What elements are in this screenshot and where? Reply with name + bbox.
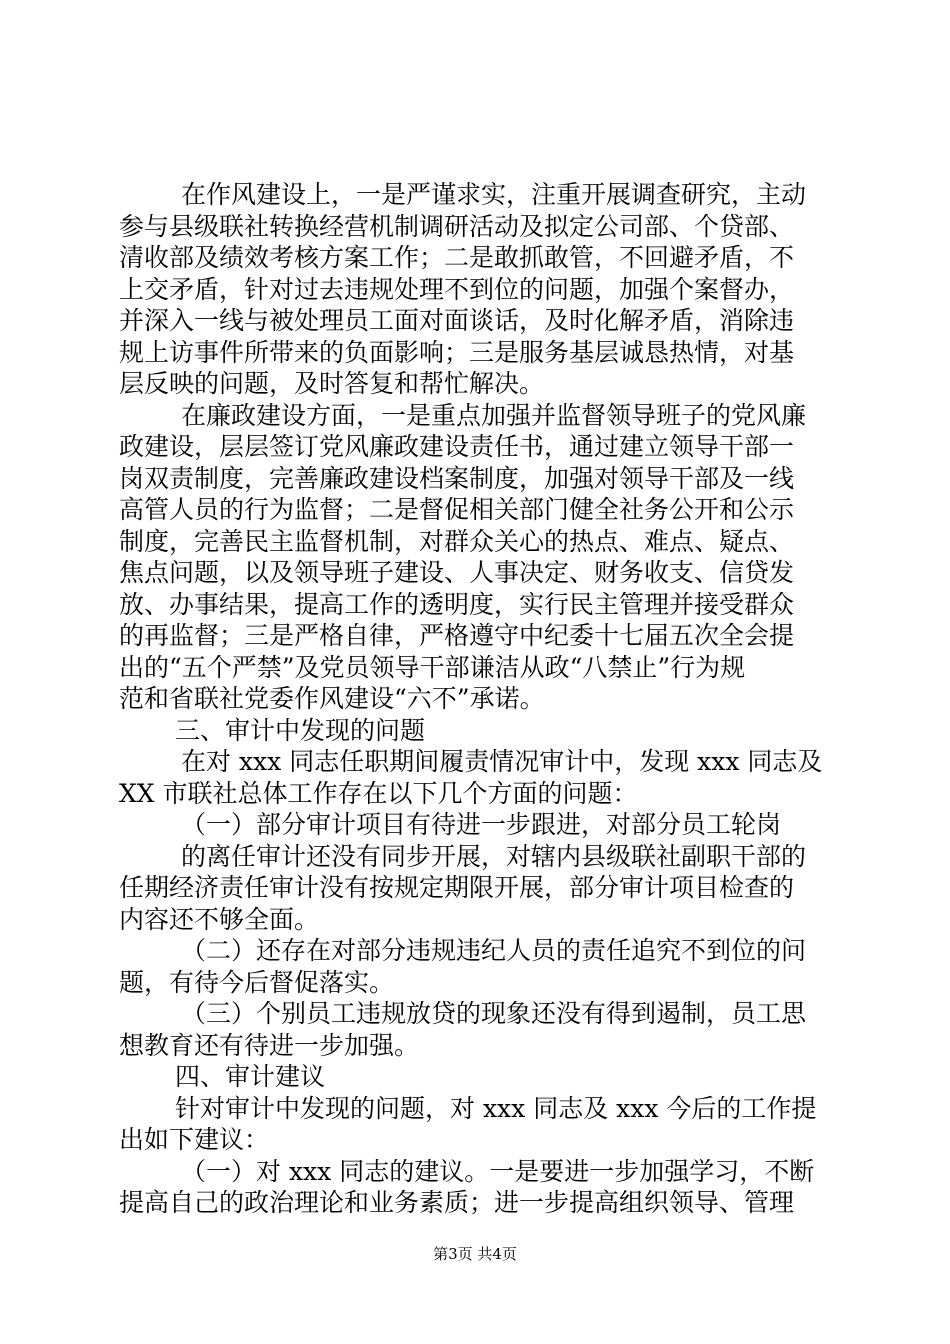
paragraph-line: 在廉政建设方面，一是重点加强并监督领导班子的党风廉 [181, 401, 807, 430]
paragraph-line: 焦点问题，以及领导班子建设、人事决定、财务收支、信贷发 [119, 558, 795, 587]
paragraph-line: 出如下建议： [119, 1125, 270, 1154]
paragraph-line: 范和省联社党委作风建设“六不”承诺。 [119, 684, 545, 713]
paragraph-line: 放、办事结果，提高工作的透明度，实行民主管理并接受群众 [119, 590, 795, 619]
paragraph-line: XX 市联社总体工作存在以下几个方面的问题： [119, 779, 638, 808]
paragraph-line: 出的“五个严禁”及党员领导干部谦洁从政“八禁止”行为规 [119, 653, 746, 682]
paragraph-line: （二）还存在对部分违规违纪人员的责任追究不到位的问 [181, 936, 807, 965]
paragraph-line: 内容还不够全面。 [119, 905, 320, 934]
paragraph-line: 的离任审计还没有同步开展，对辖内县级联社副职干部的 [181, 842, 807, 871]
paragraph-line: 提高自己的政治理论和业务素质；进一步提高组织领导、管理 [119, 1188, 795, 1217]
page-footer [0, 1244, 950, 1264]
page-number: 第3页 共4页 [433, 1245, 517, 1263]
paragraph-line: 的再监督；三是严格自律，严格遵守中纪委十七届五次全会提 [119, 621, 795, 650]
paragraph-line: 题，有待今后督促落实。 [119, 968, 395, 997]
paragraph-line: 参与县级联社转换经营机制调研活动及拟定公司部、个贷部、 [119, 212, 795, 241]
paragraph-line: 岗双责制度，完善廉政建设档案制度，加强对领导干部及一线 [119, 464, 795, 493]
paragraph-line: 高管人员的行为监督；二是督促相关部门健全社务公开和公示 [119, 495, 795, 524]
paragraph-line: （一）对 xxx 同志的建议。一是要进一步加强学习，不断 [181, 1157, 815, 1186]
paragraph-line: 清收部及绩效考核方案工作；二是敢抓敢管，不回避矛盾，不 [119, 243, 795, 272]
paragraph-line: 在对 xxx 同志任职期间履责情况审计中，发现 xxx 同志及 [181, 747, 823, 776]
paragraph-line: 任期经济责任审计没有按规定期限开展，部分审计项目检查的 [119, 873, 795, 902]
paragraph-line: 并深入一线与被处理员工面对面谈话，及时化解矛盾，消除违 [119, 306, 795, 335]
section-heading: 四、审计建议 [175, 1062, 326, 1091]
paragraph-line: 上交矛盾，针对过去违规处理不到位的问题，加强个案督办， [119, 275, 795, 304]
paragraph-line: 想教育还有待进一步加强。 [119, 1031, 420, 1060]
paragraph-line: 规上访事件所带来的负面影响；三是服务基层诚恳热情，对基 [119, 338, 795, 367]
paragraph-line: 在作风建设上，一是严谨求实，注重开展调查研究，主动 [181, 180, 807, 209]
section-heading: 三、审计中发现的问题 [175, 716, 426, 745]
paragraph-line: 政建设，层层签订党风廉政建设责任书，通过建立领导干部一 [119, 432, 795, 461]
paragraph-line: 层反映的问题，及时答复和帮忙解决。 [119, 369, 545, 398]
paragraph-line: （一）部分审计项目有待进一步跟进，对部分员工轮岗 [181, 810, 782, 839]
paragraph-line: （三）个别员工违规放贷的现象还没有得到遏制，员工思 [181, 999, 807, 1028]
paragraph-line: 针对审计中发现的问题，对 xxx 同志及 xxx 今后的工作提 [175, 1094, 817, 1123]
paragraph-line: 制度，完善民主监督机制，对群众关心的热点、难点、疑点、 [119, 527, 795, 556]
